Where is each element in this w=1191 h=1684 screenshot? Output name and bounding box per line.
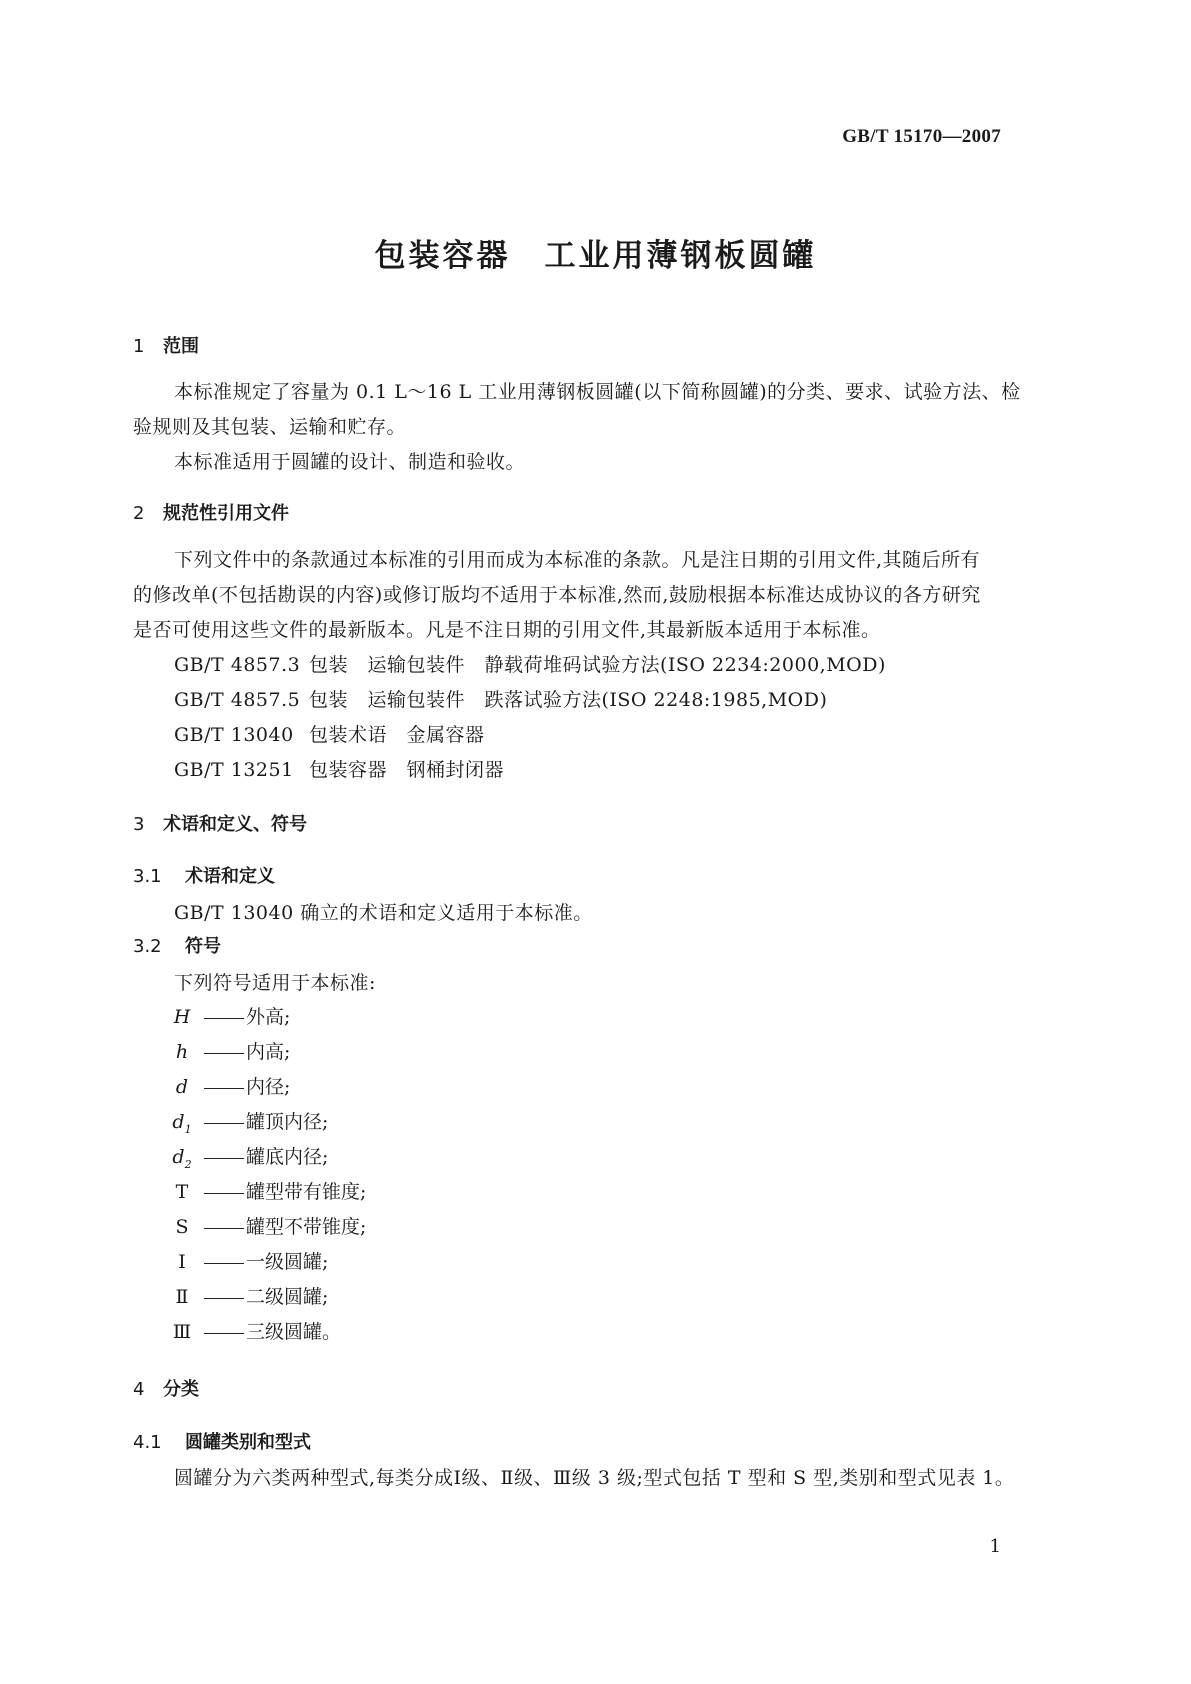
- section-number: 3.1: [133, 866, 162, 887]
- section-3-heading: [133, 810, 307, 836]
- symbol-item: [160, 1317, 341, 1344]
- reference-title: 包装 运输包装件 跌落试验方法(ISO 2248:1985,MOD): [309, 689, 828, 711]
- reference-item: [174, 685, 827, 712]
- reference-title: 包装 运输包装件 静载荷堆码试验方法(ISO 2234:2000,MOD): [309, 654, 886, 676]
- paragraph-line: 的修改单(不包括勘误的内容)或修订版均不适用于本标准,然而,鼓励根据本标准达成协议的各方研究: [133, 584, 981, 606]
- section-title: 规范性引用文件: [163, 503, 289, 524]
- dash: [204, 1228, 244, 1229]
- reference-title: 包装术语 金属容器: [309, 724, 485, 746]
- reference-item: [174, 650, 886, 677]
- symbol-item: [160, 1247, 328, 1274]
- section-title: 分类: [163, 1379, 199, 1400]
- dash: [204, 1088, 244, 1089]
- paragraph-line: 圆罐分为六类两种型式,每类分成Ⅰ级、Ⅱ级、Ⅲ级 3 级;型式包括 T 型和 S 型,类别和型式见表 1。: [174, 1467, 1015, 1489]
- dash: [204, 1298, 244, 1299]
- symbol-description: 内径;: [246, 1076, 291, 1098]
- dash: [204, 1053, 244, 1054]
- dash: [204, 1333, 244, 1334]
- section-number: 3.2: [133, 936, 162, 957]
- symbol: Ⅱ: [175, 1286, 189, 1308]
- symbol: $d_1$: [172, 1111, 192, 1136]
- symbol-item: [160, 1212, 366, 1239]
- reference-code: GB/T 4857.5: [174, 689, 301, 711]
- symbol-description: 外高;: [246, 1006, 291, 1028]
- reference-title: 包装容器 钢桶封闭器: [309, 759, 505, 781]
- reference-code: GB/T 13040: [174, 724, 294, 746]
- symbol: Ⅲ: [172, 1321, 192, 1343]
- section-number: 2: [133, 503, 145, 524]
- reference-item: [174, 755, 504, 782]
- page-number: 1: [989, 1536, 1001, 1557]
- reference-code: GB/T 13251: [174, 759, 294, 781]
- symbol-description: 内高;: [246, 1041, 291, 1063]
- symbol-item: [160, 1107, 328, 1136]
- paragraph-line: GB/T 13040 确立的术语和定义适用于本标准。: [174, 902, 593, 924]
- symbol: h: [175, 1041, 189, 1063]
- reference-code: GB/T 4857.3: [174, 654, 301, 676]
- section-title: 术语和定义: [185, 866, 275, 887]
- dash: [204, 1018, 244, 1019]
- symbol-description: 罐型带有锥度;: [246, 1181, 367, 1203]
- paragraph-line: 本标准规定了容量为 0.1 L～16 L 工业用薄钢板圆罐(以下简称圆罐)的分类、要求、试验方法、检: [174, 381, 1021, 403]
- paragraph-line: 下列文件中的条款通过本标准的引用而成为本标准的条款。凡是注日期的引用文件,其随后所有: [174, 549, 981, 571]
- symbol-item: [160, 1037, 290, 1064]
- subsection-3-1-heading: [133, 862, 275, 888]
- dash: [204, 1158, 244, 1159]
- section-2-heading: [133, 499, 289, 525]
- subsection-4-1-heading: [133, 1428, 311, 1454]
- symbol: H: [173, 1006, 191, 1028]
- section-title: 圆罐类别和型式: [185, 1432, 311, 1453]
- dash: [204, 1193, 244, 1194]
- section-title: 术语和定义、符号: [163, 814, 307, 835]
- reference-item: [174, 720, 485, 747]
- section-number: 4: [133, 1379, 145, 1400]
- symbol-description: 罐型不带锥度;: [246, 1216, 367, 1238]
- paragraph-line: 下列符号适用于本标准:: [174, 972, 376, 994]
- section-title: 符号: [185, 936, 221, 957]
- paragraph-line: 本标准适用于圆罐的设计、制造和验收。: [174, 451, 526, 473]
- symbol-description: 罐顶内径;: [246, 1111, 329, 1133]
- section-number: 1: [133, 336, 145, 357]
- symbol: $d_2$: [172, 1146, 192, 1171]
- subsection-3-2-heading: [133, 932, 221, 958]
- section-4-heading: [133, 1375, 199, 1401]
- section-number: 3: [133, 814, 145, 835]
- paragraph-line: 是否可使用这些文件的最新版本。凡是不注日期的引用文件,其最新版本适用于本标准。: [133, 619, 881, 641]
- section-1-heading: [133, 332, 199, 358]
- symbol-description: 一级圆罐;: [246, 1251, 329, 1273]
- symbol: T: [175, 1181, 189, 1203]
- paragraph-line: 验规则及其包装、运输和贮存。: [133, 416, 407, 438]
- section-title: 范围: [163, 336, 199, 357]
- dash: [204, 1123, 244, 1124]
- symbol-description: 二级圆罐;: [246, 1286, 329, 1308]
- dash: [204, 1263, 244, 1264]
- document-title: 包装容器 工业用薄钢板圆罐: [374, 238, 817, 274]
- symbol-item: [160, 1072, 290, 1099]
- symbol-item: [160, 1002, 290, 1029]
- symbol: Ⅰ: [178, 1251, 186, 1273]
- symbol-item: [160, 1282, 328, 1309]
- symbol-item: [160, 1177, 366, 1204]
- symbol-description: 罐底内径;: [246, 1146, 329, 1168]
- symbol: S: [175, 1216, 189, 1238]
- standard-number: GB/T 15170—2007: [842, 126, 1001, 147]
- section-number: 4.1: [133, 1432, 162, 1453]
- symbol-description: 三级圆罐。: [246, 1321, 342, 1343]
- symbol: d: [175, 1076, 189, 1098]
- symbol-item: [160, 1142, 328, 1171]
